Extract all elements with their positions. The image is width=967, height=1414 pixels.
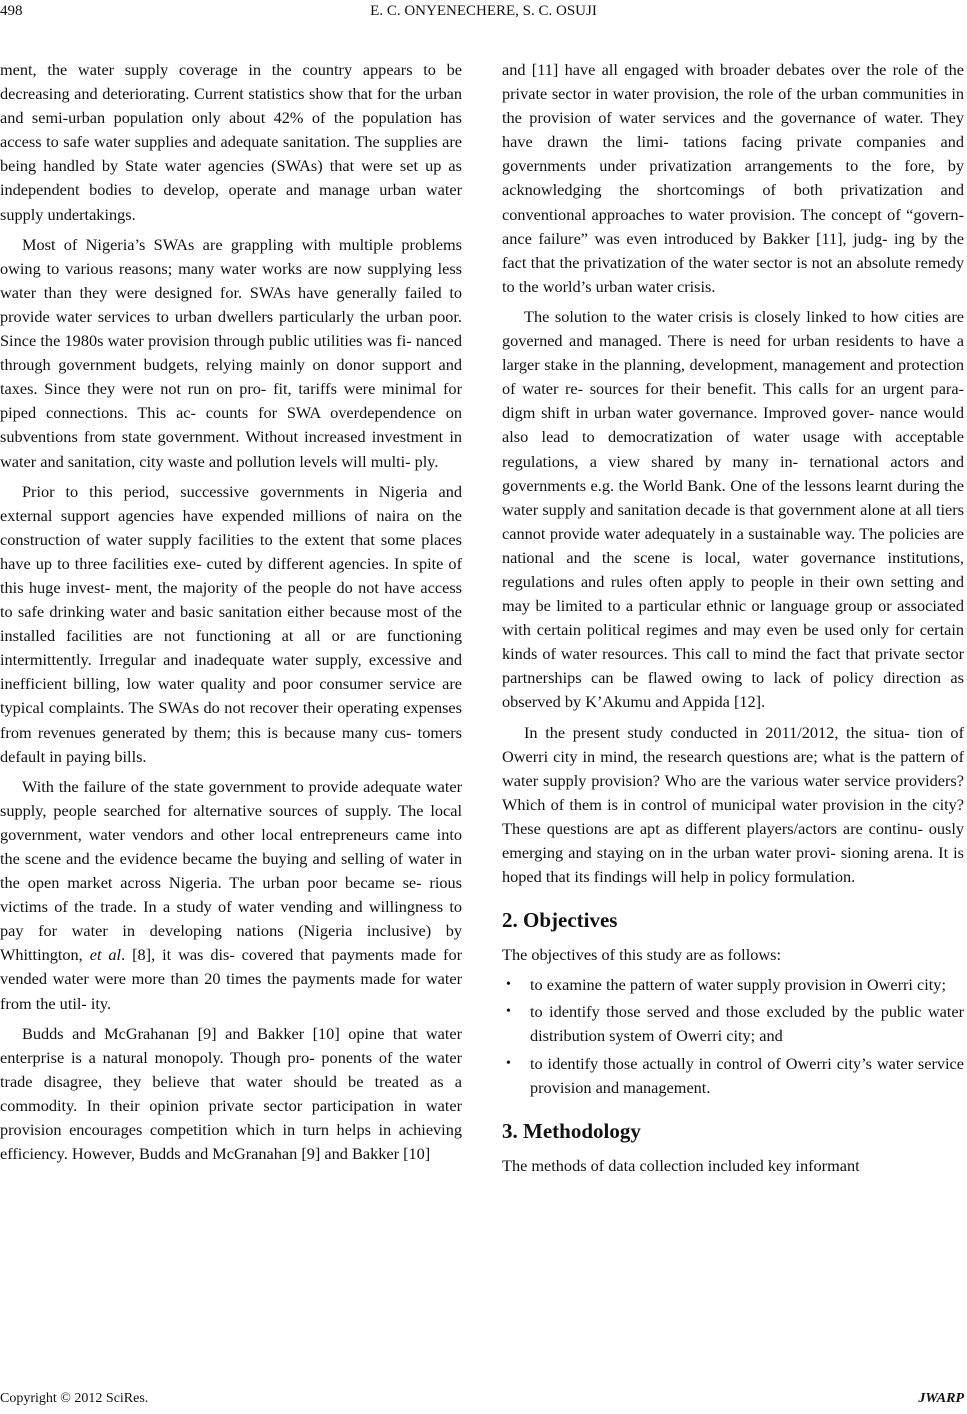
- running-head: E. C. ONYENECHERE, S. C. OSUJI: [370, 3, 597, 19]
- paragraph: Budds and McGrahanan [9] and Bakker [10] opine that water enterprise is a natural monopoly. Though pro- ponents of the water trade disagree, they believe that water should be treated as a commodity. In their opinion private sector participation in water provision encourages competition which in turn helps in achieving efficiency. However, Budds and McGranahan [9] and Bakker [10]: [0, 1023, 462, 1164]
- list-item-text: to identify those actually in control of Owerri city’s water service provision and management.: [530, 1053, 964, 1097]
- left-column: [0, 58, 462, 1172]
- list-item-text: to examine the pattern of water supply provision in Owerri city;: [530, 975, 946, 995]
- page-number: 498: [0, 3, 23, 19]
- journal-abbreviation: JWARP: [918, 1391, 964, 1406]
- list-item: [502, 1000, 964, 1048]
- paragraph: ment, the water supply coverage in the country appears to be decreasing and deteriorating. Current statistics show that for the urban and semi-urban population only about 42% of the population has access to safe water supplies and adequate sanitation. The supplies are being handled by State water agencies (SWAs) that were set up as independent bodies to develop, operate and manage urban water supply undertakings.: [0, 60, 462, 224]
- section-heading-methodology: 3. Methodology: [502, 1118, 641, 1143]
- bullet-icon: •: [506, 1055, 511, 1071]
- list-item: [502, 973, 964, 997]
- italic-text: et al: [89, 945, 122, 965]
- objectives-list: [502, 973, 964, 1099]
- copyright: Copyright © 2012 SciRes.: [0, 1391, 149, 1406]
- bullet-icon: •: [506, 1004, 511, 1020]
- paragraph: Most of Nigeria’s SWAs are grappling with multiple problems owing to various reasons; many water works are now supplying less water than they were designed for. SWAs have generally failed to provide water services to urban dwellers particularly the urban poor. Since the 1980s water provision through public utilities was fi- nanced through government budgets, relying mainly on donor support and taxes. Since they were not run on pro- fit, tariffs were minimal for piped connections. This ac- counts for SWA overdependence on subventions from state government. Without increased investment in water and sanitation, city waste and pollution levels will multi- ply.: [0, 234, 462, 471]
- paragraph: In the present study conducted in 2011/2012, the situa- tion of Owerri city in mind, the research questions are; what is the pattern of water supply provision? Who are the various water service providers? Which of them is in control of municipal water provision in the city? These questions are apt as different players/actors are continu- ously emerging and staying on in the urban water provi- sioning arena. It is hoped that its findings will help in policy formulation.: [502, 722, 964, 887]
- bullet-icon: •: [506, 977, 511, 993]
- list-item-text: to identify those served and those excluded by the public water distribution system of Owerri city; and: [530, 1002, 964, 1046]
- section-heading-objectives: 2. Objectives: [502, 908, 618, 933]
- paragraph-text: With the failure of the state government to provide adequate water supply, people searched for alternative sources of supply. The local government, water vendors and other local entrepreneurs came into the scene and the evidence became the buying and selling of water in the open market across Nigeria. The urban poor became se- rious victims of the trade. In a study of water vending and willingness to pay for water in developing nations (Nigeria inclusive) by Whittington,: [0, 776, 462, 965]
- paragraph: [0, 775, 462, 1016]
- paragraph: Prior to this period, successive governments in Nigeria and external support agencies have expended millions of naira on the construction of water supply facilities to the extent that some places have up to three facilities exe- cuted by different agencies. In spite of this huge invest- ment, the majority of the people do not have access to safe drinking water and basic sanitation either because most of the installed facilities are not functioning at all or are functioning intermittently. Irregular and inadequate water supply, excessive and inefficient billing, low water quality and poor consumer service are typical complaints. The SWAs do not recover their operating expenses from revenues generated by them; this is because many cus- tomers default in paying bills.: [0, 481, 462, 766]
- paragraph: The methods of data collection included key informant: [502, 1155, 860, 1175]
- paragraph: The solution to the water crisis is closely linked to how cities are governed and managed. There is need for urban residents to have a larger stake in the planning, development, management and protection of water re- sources for their benefit. This calls for an urgent para- digm shift in urban water governance. Improved gover- nance would also lead to democratization of water usage with acceptable regulations, a view shared by many in- ternational actors and governments e.g. the World Bank. One of the lessons learnt during the water supply and sanitation decade is that government alone at all tiers cannot provide water adequately in a sustainable way. The policies are national and the scene is local, water governance institutions, regulations and rules often apply to people in their own setting and may be limited to a particular ethnic or language group or associated with certain political regimes and may even be used only for certain kinds of water resources. This call to mind the fact that private sector partnerships can be flawed owing to lack of policy direction as observed by K’Akumu and Appida [12].: [502, 306, 964, 712]
- list-item: [502, 1052, 964, 1100]
- right-column: [502, 58, 964, 1184]
- paragraph-text: . [8], it was dis- covered that payments made for vended water were more than 20 times the payments made for water from the util- ity.: [0, 945, 463, 1013]
- objectives-intro: The objectives of this study are as follows:: [502, 945, 781, 965]
- paragraph: and [11] have all engaged with broader debates over the role of the private sector in water provision, the role of the urban communities in the provision of water services and the governance of water. They have drawn the limi- tations facing private companies and governments under privatization arrangements to the fore, by acknowledging the shortcomings of both privatization and conventional approaches to water provision. The concept of “govern- ance failure” was even introduced by Bakker [11], judg- ing by the fact that the privatization of the water sector is not an absolute remedy to the world’s urban water crisis.: [502, 60, 964, 296]
